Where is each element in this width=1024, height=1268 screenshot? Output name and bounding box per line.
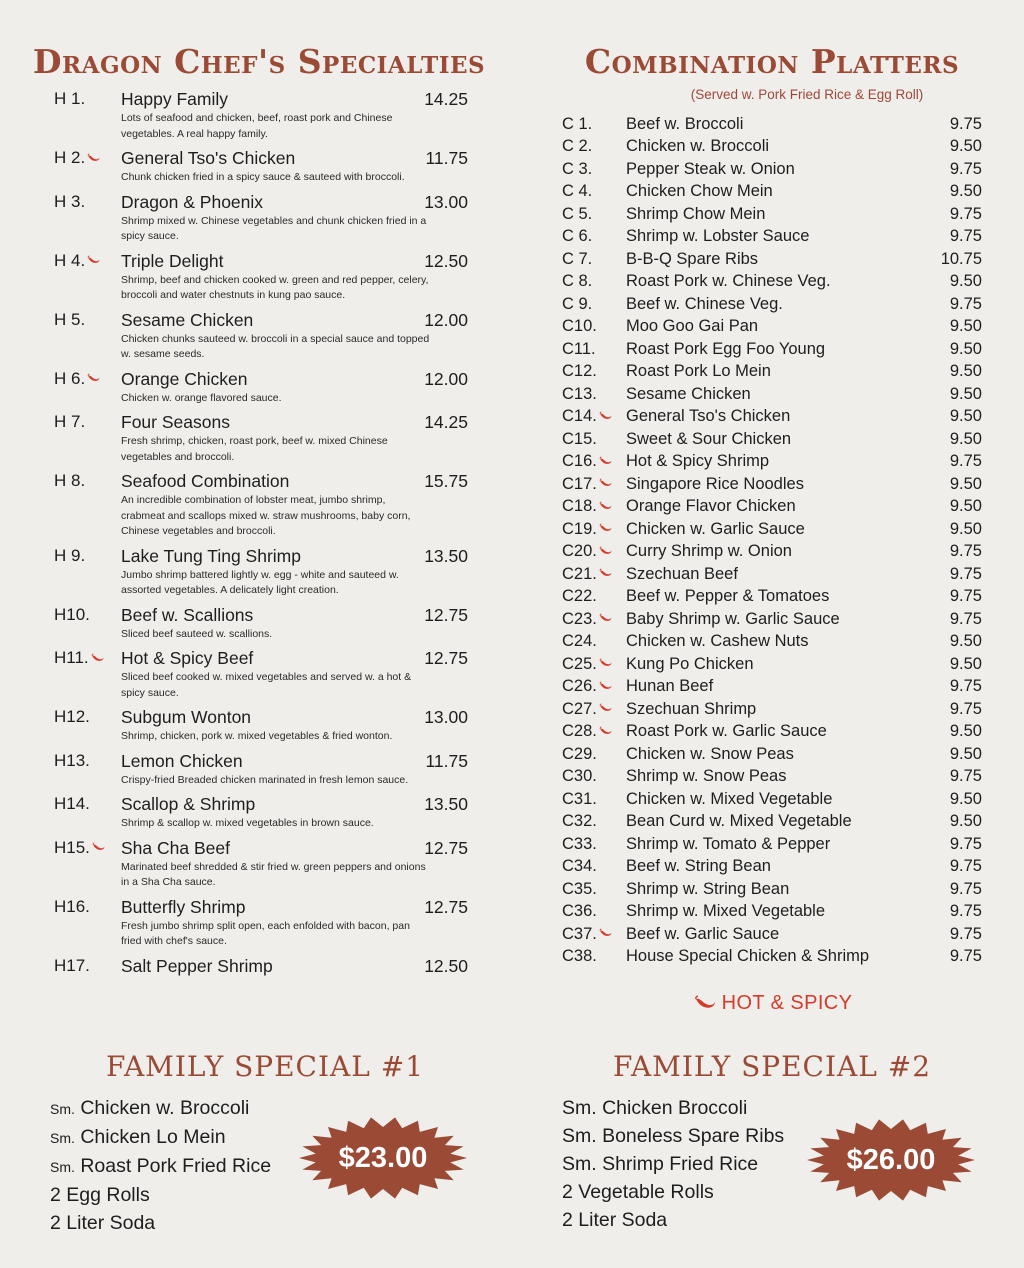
combination-price: 9.75 [949, 204, 982, 223]
combination-item [562, 428, 982, 451]
combination-code: C38. [562, 947, 597, 966]
combination-price: 9.50 [949, 744, 982, 763]
specialty-item [54, 545, 468, 599]
specialty-name: Scallop & Shrimp [121, 794, 256, 814]
chili-pepper-icon [599, 411, 612, 420]
combination-price: 9.75 [949, 947, 982, 966]
specialty-name: Subgum Wonton [121, 707, 252, 727]
specialty-description: Shrimp mixed w. Chinese vegetables and chunk chicken fried in a spicy sauce. [121, 214, 427, 242]
combination-name: Shrimp w. Tomato & Pepper [626, 834, 831, 853]
combination-name: Roast Pork w. Chinese Veg. [626, 272, 831, 291]
specialty-description: Shrimp & scallop w. mixed vegetables in brown sauce. [121, 817, 374, 829]
combination-item [562, 788, 982, 811]
combination-item [562, 383, 982, 406]
combination-name: Szechuan Beef [626, 564, 738, 583]
combination-name: Beef w. Pepper & Tomatoes [626, 587, 830, 606]
specialty-code: H15. [54, 837, 105, 859]
specialty-item [54, 88, 468, 142]
specialty-description: Shrimp, chicken, pork w. mixed vegetables & fried wonton. [121, 730, 393, 742]
combination-price: 10.75 [940, 249, 982, 268]
combination-price: 9.50 [949, 317, 982, 336]
specialty-name: Lemon Chicken [121, 750, 243, 771]
combination-item [562, 676, 982, 699]
chili-pepper-icon [599, 523, 612, 532]
combination-code: C24. [562, 632, 597, 651]
specialty-code: H 2. [54, 147, 100, 169]
combination-code: C22. [562, 587, 597, 606]
combination-price: 9.50 [949, 429, 982, 448]
specialty-code: H 5. [54, 309, 86, 329]
family-special-1-price: $23.00 [338, 1142, 428, 1174]
specialties-list [54, 88, 468, 977]
combination-list [562, 113, 982, 968]
combination-name: Moo Goo Gai Pan [626, 317, 759, 336]
combination-item [562, 923, 982, 946]
combination-price: 9.50 [949, 407, 982, 426]
hot-spicy-legend [562, 992, 982, 1015]
combination-name: Orange Flavor Chicken [626, 497, 796, 516]
combination-code: C 5. [562, 204, 593, 223]
combination-price: 9.50 [949, 722, 982, 741]
combination-name: B-B-Q Spare Ribs [626, 249, 759, 268]
combination-code: C35. [562, 879, 597, 898]
chili-pepper-icon [91, 653, 104, 662]
combination-code: C 8. [562, 272, 593, 291]
combination-name: Shrimp w. Lobster Sauce [626, 227, 810, 246]
specialty-price: 12.75 [424, 837, 468, 858]
specialty-code: H16. [54, 896, 90, 916]
specialty-item [54, 470, 468, 540]
combination-item [562, 901, 982, 924]
specialty-item [54, 191, 468, 245]
specialty-price: 12.00 [424, 368, 468, 389]
combination-code: C 3. [562, 159, 593, 178]
specialty-code: H 8. [54, 471, 86, 490]
combination-item [562, 496, 982, 519]
combination-code: C14. [562, 407, 626, 426]
combination-code: C21. [562, 565, 626, 584]
combination-price: 9.75 [949, 114, 982, 133]
chili-pepper-icon [87, 255, 100, 264]
specialty-item [54, 793, 468, 832]
chili-pepper-icon [87, 153, 100, 162]
hot-spicy-label: HOT & SPICY [721, 992, 853, 1014]
specialty-name: Lake Tung Ting Shrimp [121, 545, 301, 566]
combination-code: C 6. [562, 227, 593, 246]
family-special-2-price: $26.00 [846, 1144, 936, 1176]
combination-price: 9.50 [949, 654, 982, 673]
specialty-description: Marinated beef shredded & stir fried w. green peppers and onions in a Sha Cha sauce. [121, 860, 426, 888]
family-item-text: 2 Vegetable Rolls [562, 1181, 714, 1203]
combination-item [562, 338, 982, 361]
specialties-section [32, 40, 486, 982]
specialty-name: Four Seasons [121, 412, 230, 432]
specialty-name: Salt Pepper Shrimp [121, 955, 273, 976]
specialty-description: Chunk chicken fried in a spicy sauce & sauteed with broccoli. [121, 171, 405, 183]
combination-price: 9.50 [949, 812, 982, 831]
combination-code: C 1. [562, 114, 593, 133]
specialty-code: H 9. [54, 545, 86, 565]
family-item-text: 2 Egg Rolls [50, 1184, 150, 1206]
combination-price: 9.75 [949, 564, 982, 583]
family-special-2-title: FAMILY SPECIAL #2 [612, 1050, 932, 1083]
combination-code: C27. [562, 700, 626, 719]
combination-item [562, 833, 982, 856]
combination-name: Beef w. Chinese Veg. [626, 294, 783, 313]
combination-item [562, 181, 982, 204]
combination-name: Sweet & Sour Chicken [626, 429, 792, 448]
size-prefix: Sm. [50, 1130, 75, 1146]
combination-price: 9.75 [949, 879, 982, 898]
combination-item [562, 406, 982, 429]
specialty-name: Happy Family [121, 89, 228, 109]
combination-price: 9.50 [949, 632, 982, 651]
chili-pepper-icon [599, 456, 612, 465]
combination-price: 9.75 [949, 699, 982, 718]
specialty-code: H 7. [54, 412, 86, 431]
combination-name: Hot & Spicy Shrimp [626, 452, 770, 471]
combination-price: 9.75 [949, 587, 982, 606]
combination-code: C32. [562, 812, 597, 831]
specialty-price: 12.75 [424, 648, 468, 668]
combination-code: C15. [562, 429, 597, 448]
specialty-item [54, 411, 468, 465]
combination-name: Beef w. Garlic Sauce [626, 924, 780, 943]
specialty-name: Hot & Spicy Beef [121, 648, 254, 668]
combination-code: C13. [562, 384, 597, 403]
combination-name: Roast Pork Egg Foo Young [626, 339, 826, 358]
combination-name: Curry Shrimp w. Onion [626, 542, 792, 561]
combination-note: (Served w. Pork Fried Rice & Egg Roll) [690, 87, 924, 102]
combination-section [562, 40, 982, 1015]
combination-item [562, 811, 982, 834]
specialty-item [54, 647, 468, 701]
combination-code: C 4. [562, 182, 593, 201]
combination-name: General Tso's Chicken [626, 407, 791, 426]
specialties-title: Dragon Chef's Specialties [32, 42, 486, 81]
combination-name: Sesame Chicken [626, 384, 751, 403]
specialty-item [54, 837, 468, 891]
specialty-name: Beef w. Scallions [121, 604, 254, 625]
combination-code: C16. [562, 452, 626, 471]
combination-item [562, 203, 982, 226]
combination-name: House Special Chicken & Shrimp [626, 947, 870, 966]
combination-name: Shrimp w. Snow Peas [626, 767, 787, 786]
combination-name: Chicken w. Snow Peas [626, 744, 794, 763]
combination-code: C34. [562, 857, 597, 876]
combination-code: C12. [562, 362, 597, 381]
chili-pepper-icon [694, 995, 716, 1009]
combination-code: C20. [562, 542, 626, 561]
combination-price: 9.75 [949, 609, 982, 628]
combination-code: C30. [562, 767, 597, 786]
specialty-name: Triple Delight [121, 250, 224, 271]
combination-price: 9.75 [949, 857, 982, 876]
combination-price: 9.50 [949, 519, 982, 538]
combination-item [562, 226, 982, 249]
combination-code: C 7. [562, 249, 593, 268]
specialty-price: 15.75 [424, 471, 468, 491]
combination-code: C29. [562, 744, 597, 763]
family-item-text: 2 Liter Soda [562, 1209, 668, 1231]
size-prefix: Sm. [50, 1159, 75, 1175]
specialty-item [54, 368, 468, 407]
specialty-description: Chicken w. orange flavored sauce. [121, 391, 282, 404]
chili-pepper-icon [599, 568, 612, 577]
combination-item [562, 136, 982, 159]
combination-price: 9.50 [949, 474, 982, 493]
combination-item [562, 473, 982, 496]
combination-item [562, 316, 982, 339]
combination-price: 9.75 [949, 767, 982, 786]
family-item-text: Roast Pork Fried Rice [80, 1155, 272, 1177]
combination-code: C18. [562, 497, 626, 516]
specialty-code: H 1. [54, 89, 86, 108]
specialty-price: 12.50 [424, 250, 468, 271]
combination-name: Baby Shrimp w. Garlic Sauce [626, 609, 840, 628]
combination-item [562, 721, 982, 744]
combination-code: C19. [562, 520, 626, 539]
combination-item [562, 293, 982, 316]
specialty-price: 11.75 [425, 148, 468, 168]
combination-price: 9.50 [949, 339, 982, 358]
chili-pepper-icon [599, 478, 612, 487]
specialty-price: 12.00 [424, 309, 468, 330]
specialty-code: H17. [54, 955, 90, 975]
combination-item [562, 563, 982, 586]
specialty-code: H12. [54, 707, 90, 726]
specialty-item [54, 706, 468, 745]
specialty-description: Jumbo shrimp battered lightly w. egg - white and sauteed w. assorted vegetables. A delicately light creation. [121, 568, 399, 596]
specialty-price: 13.00 [424, 707, 468, 727]
specialty-description: Sliced beef cooked w. mixed vegetables and served w. a hot & spicy sauce. [121, 671, 412, 699]
combination-item [562, 878, 982, 901]
specialty-code: H14. [54, 794, 90, 813]
specialty-item [54, 309, 468, 363]
chili-pepper-icon [599, 546, 612, 555]
specialty-item [54, 896, 468, 950]
specialty-description: Fresh shrimp, chicken, roast pork, beef w. mixed Chinese vegetables and broccoli. [121, 435, 388, 463]
combination-price: 9.75 [949, 452, 982, 471]
combination-title: Combination Platters [584, 42, 960, 81]
combination-name: Chicken w. Mixed Vegetable [626, 789, 833, 808]
combination-name: Beef w. Broccoli [626, 114, 744, 133]
combination-code: C31. [562, 789, 597, 808]
specialty-price: 12.75 [424, 604, 468, 625]
specialty-price: 12.75 [424, 896, 468, 917]
specialty-item [54, 955, 468, 977]
combination-item [562, 113, 982, 136]
combination-price: 9.75 [949, 542, 982, 561]
chili-pepper-icon [599, 501, 612, 510]
specialty-item [54, 750, 468, 789]
specialty-description: An incredible combination of lobster meat, jumbo shrimp, crabmeat and scallops mixed w. straw mushrooms, baby corn, Chinese vegetables and broccoli. [121, 494, 411, 537]
combination-item [562, 541, 982, 564]
combination-name: Pepper Steak w. Onion [626, 159, 795, 178]
combination-price: 9.75 [949, 902, 982, 921]
family-item-text: Sm. Boneless Spare Ribs [562, 1125, 785, 1147]
combination-name: Chicken w. Garlic Sauce [626, 519, 805, 538]
specialty-item [54, 147, 468, 186]
combination-price: 9.50 [949, 182, 982, 201]
combination-name: Shrimp w. Mixed Vegetable [626, 902, 826, 921]
combination-name: Beef w. String Bean [626, 857, 771, 876]
combination-item [562, 158, 982, 181]
combination-code: C10. [562, 317, 597, 336]
combination-price: 9.50 [949, 137, 982, 156]
chili-pepper-icon [599, 681, 612, 690]
combination-code: C 9. [562, 294, 593, 313]
combination-price: 9.75 [949, 834, 982, 853]
family-item-text: Sm. Shrimp Fried Rice [562, 1153, 759, 1175]
combination-item [562, 856, 982, 879]
specialty-description: Lots of seafood and chicken, beef, roast pork and Chinese vegetables. A real happy family. [121, 112, 393, 140]
combination-price: 9.75 [949, 924, 982, 943]
combination-code: C11. [562, 339, 596, 358]
specialty-name: Butterfly Shrimp [121, 896, 246, 917]
combination-price: 9.50 [949, 789, 982, 808]
combination-name: Shrimp Chow Mein [626, 204, 766, 223]
combination-item [562, 743, 982, 766]
specialty-description: Crispy-fried Breaded chicken marinated in fresh lemon sauce. [121, 773, 409, 786]
specialty-name: General Tso's Chicken [121, 148, 296, 168]
family-special-1-title: FAMILY SPECIAL #1 [105, 1050, 425, 1083]
specialty-name: Dragon & Phoenix [121, 191, 264, 212]
family-item-text: Sm. Chicken Broccoli [562, 1097, 748, 1119]
combination-name: Chicken w. Cashew Nuts [626, 632, 809, 651]
specialty-code: H10. [54, 604, 90, 624]
combination-item [562, 451, 982, 474]
specialty-code: H13. [54, 750, 90, 770]
family-item-text: 2 Liter Soda [50, 1212, 156, 1234]
combination-name: Szechuan Shrimp [626, 699, 757, 718]
specialty-price: 14.25 [424, 89, 468, 109]
specialty-code: H 3. [54, 191, 86, 211]
chili-pepper-icon [599, 658, 612, 667]
family-special-2-price-badge [806, 1118, 976, 1202]
combination-price: 9.50 [949, 497, 982, 516]
specialty-code: H 4. [54, 250, 100, 272]
combination-name: Shrimp w. String Bean [626, 879, 790, 898]
specialty-price: 12.50 [424, 955, 468, 976]
combination-item [562, 518, 982, 541]
combination-price: 9.50 [949, 384, 982, 403]
combination-code: C 2. [562, 137, 593, 156]
chili-pepper-icon [599, 703, 612, 712]
specialty-price: 11.75 [425, 750, 468, 771]
combination-item [562, 271, 982, 294]
combination-item [562, 248, 982, 271]
combination-name: Singapore Rice Noodles [626, 474, 804, 493]
family-item-text: Chicken w. Broccoli [80, 1097, 250, 1119]
combination-code: C26. [562, 677, 626, 696]
size-prefix: Sm. [50, 1101, 75, 1117]
combination-price: 9.50 [949, 362, 982, 381]
specialty-description: Shrimp, beef and chicken cooked w. green and red pepper, celery, broccoli and water chestnuts in kung pao sauce. [121, 273, 429, 301]
combination-code: C33. [562, 834, 597, 853]
combination-item [562, 608, 982, 631]
combination-name: Roast Pork w. Garlic Sauce [626, 722, 827, 741]
specialty-description: Chicken chunks sauteed w. broccoli in a special sauce and topped w. sesame seeds. [121, 332, 430, 360]
specialty-item [54, 604, 468, 643]
specialty-description: Sliced beef sauteed w. scallions. [121, 627, 273, 640]
combination-name: Bean Curd w. Mixed Vegetable [626, 812, 852, 831]
family-item-text: Chicken Lo Mein [80, 1126, 226, 1148]
combination-name: Chicken Chow Mein [626, 182, 773, 201]
combination-item [562, 631, 982, 654]
combination-name: Kung Po Chicken [626, 654, 754, 673]
combination-item [562, 766, 982, 789]
specialty-name: Orange Chicken [121, 368, 248, 389]
specialty-price: 13.00 [424, 191, 468, 212]
chili-pepper-icon [599, 928, 612, 937]
combination-code: C25. [562, 655, 626, 674]
specialty-name: Sha Cha Beef [121, 837, 230, 858]
combination-price: 9.75 [949, 677, 982, 696]
family-special-item [50, 1209, 490, 1237]
combination-item [562, 698, 982, 721]
combination-name: Hunan Beef [626, 677, 714, 696]
chili-pepper-icon [599, 726, 612, 735]
specialty-code: H 6. [54, 368, 100, 390]
specialty-price: 13.50 [424, 545, 468, 566]
combination-price: 9.50 [949, 272, 982, 291]
combination-item [562, 653, 982, 676]
combination-item [562, 361, 982, 384]
combination-item [562, 946, 982, 969]
chili-pepper-icon [87, 373, 100, 382]
family-special-item [562, 1206, 982, 1234]
specialty-name: Sesame Chicken [121, 309, 254, 330]
combination-price: 9.75 [949, 227, 982, 246]
combination-price: 9.75 [949, 159, 982, 178]
combination-item [562, 586, 982, 609]
specialty-description: Fresh jumbo shrimp split open, each enfolded with bacon, pan fried with chef's sauce. [121, 919, 410, 947]
specialty-item [54, 250, 468, 304]
combination-code: C17. [562, 475, 626, 494]
combination-code: C23. [562, 610, 626, 629]
specialty-price: 13.50 [424, 794, 468, 814]
combination-price: 9.75 [949, 294, 982, 313]
combination-name: Chicken w. Broccoli [626, 137, 770, 156]
combination-name: Roast Pork Lo Mein [626, 362, 771, 381]
combination-code: C28. [562, 722, 626, 741]
specialty-price: 14.25 [424, 412, 468, 432]
combination-code: C36. [562, 902, 597, 921]
specialty-code: H11. [54, 647, 104, 669]
chili-pepper-icon [599, 613, 612, 622]
combination-code: C37. [562, 925, 626, 944]
family-special-1-price-badge [298, 1116, 468, 1200]
specialty-name: Seafood Combination [121, 471, 290, 491]
chili-pepper-icon [92, 842, 105, 851]
